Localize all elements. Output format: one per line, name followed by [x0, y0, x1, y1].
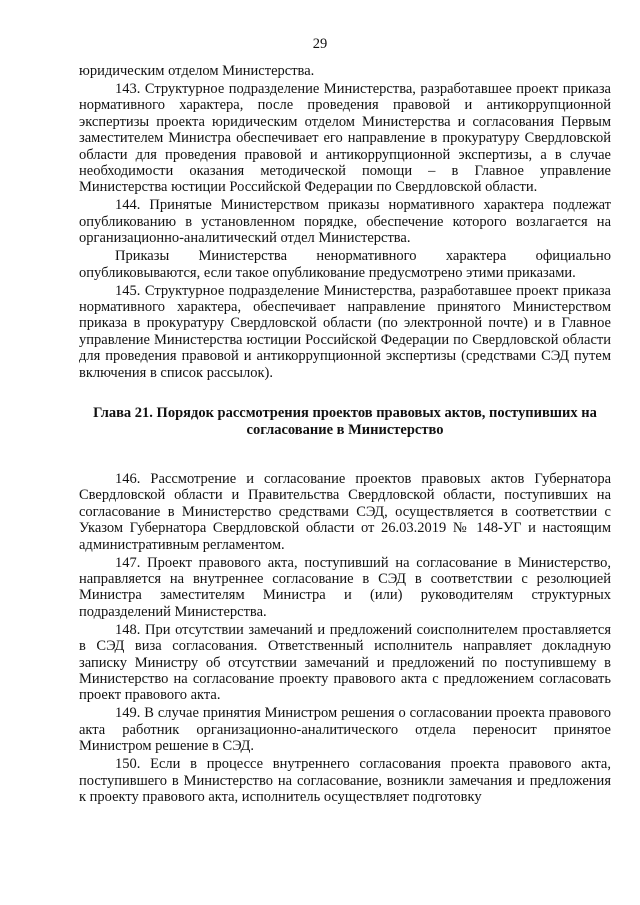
- paragraph-143: 143. Структурное подразделение Министерства, разработавшее проект приказа нормативного характера, после проведения правовой и антикоррупционной экспертизы проекта юридическим отделом Министерства и согласования Первым заместителем Министра обеспечивает его направление в прокуратуру Свердловской области для проведения правовой и антикоррупционной экспертизы, а в случае необходимости оказания методической помощи – в Главное управление Министерства юстиции Российской Федерации по Свердловской области.: [79, 81, 611, 196]
- paragraph-146: 146. Рассмотрение и согласование проектов правовых актов Губернатора Свердловской области и Правительства Свердловской области, поступивших на согласование в Министерство средствами СЭД, осуществляется в соответствии с Указом Губернатора Свердловской области от 26.03.2019 № 148-УГ и настоящим административным регламентом.: [79, 470, 611, 553]
- paragraph-147: 147. Проект правового акта, поступивший на согласование в Министерство, направляется на внутреннее согласование в СЭД в соответствии с резолюцией Министра заместителям Министра и (или) руководителям структурных подразделений Министерства.: [79, 554, 611, 620]
- paragraph-149: 149. В случае принятия Министром решения о согласовании проекта правового акта работник организационно-аналитического отдела переносит принятое Министром решение в СЭД.: [79, 705, 611, 755]
- chapter-heading: [79, 405, 611, 438]
- paragraph-150: 150. Если в процессе внутреннего согласования проекта правового акта, поступившего в Министерство на согласование, возникли замечания и предложения к проекту правового акта, исполнитель осуществляет подготовку: [79, 756, 611, 805]
- chapter-heading-line-1: Глава 21. Порядок рассмотрения проектов правовых актов, поступивших на: [93, 405, 597, 422]
- paragraph-continuation: юридическим отделом Министерства.: [79, 63, 315, 79]
- paragraph-148: 148. При отсутствии замечаний и предложений соисполнителем проставляется в СЭД виза согласования. Ответственный исполнитель направляет докладную записку Министру об отсутствии замечаний и предложений по поступившему в Министерство на согласование проекту правового акта с предложением согласовать проект правового акта.: [79, 621, 611, 704]
- page-number: 29: [312, 36, 328, 52]
- paragraph-145: 145. Структурное подразделение Министерства, разработавшее проект приказа нормативного характера, обеспечивает направление принятого Министерством приказа в прокуратуру Свердловской области (по электронной почте) и в Главное управление Министерства юстиции Российской Федерации по Свердловской области для проведения правовой и антикоррупционной экспертизы (средствами СЭД путем включения в список рассылок).: [79, 282, 611, 381]
- paragraph-144: 144. Принятые Министерством приказы нормативного характера подлежат опубликованию в установленном порядке, обеспечение которого возлагается на организационно-аналитический отдел Министерства.: [79, 197, 611, 247]
- paragraph-144-orders: Приказы Министерства ненормативного характера официально опубликовываются, если такое опубликование предусмотрено этими приказами.: [79, 248, 611, 281]
- heading-spacer: [79, 438, 611, 471]
- document-body: [79, 63, 611, 807]
- chapter-heading-line-2: согласование в Министерство: [246, 421, 444, 438]
